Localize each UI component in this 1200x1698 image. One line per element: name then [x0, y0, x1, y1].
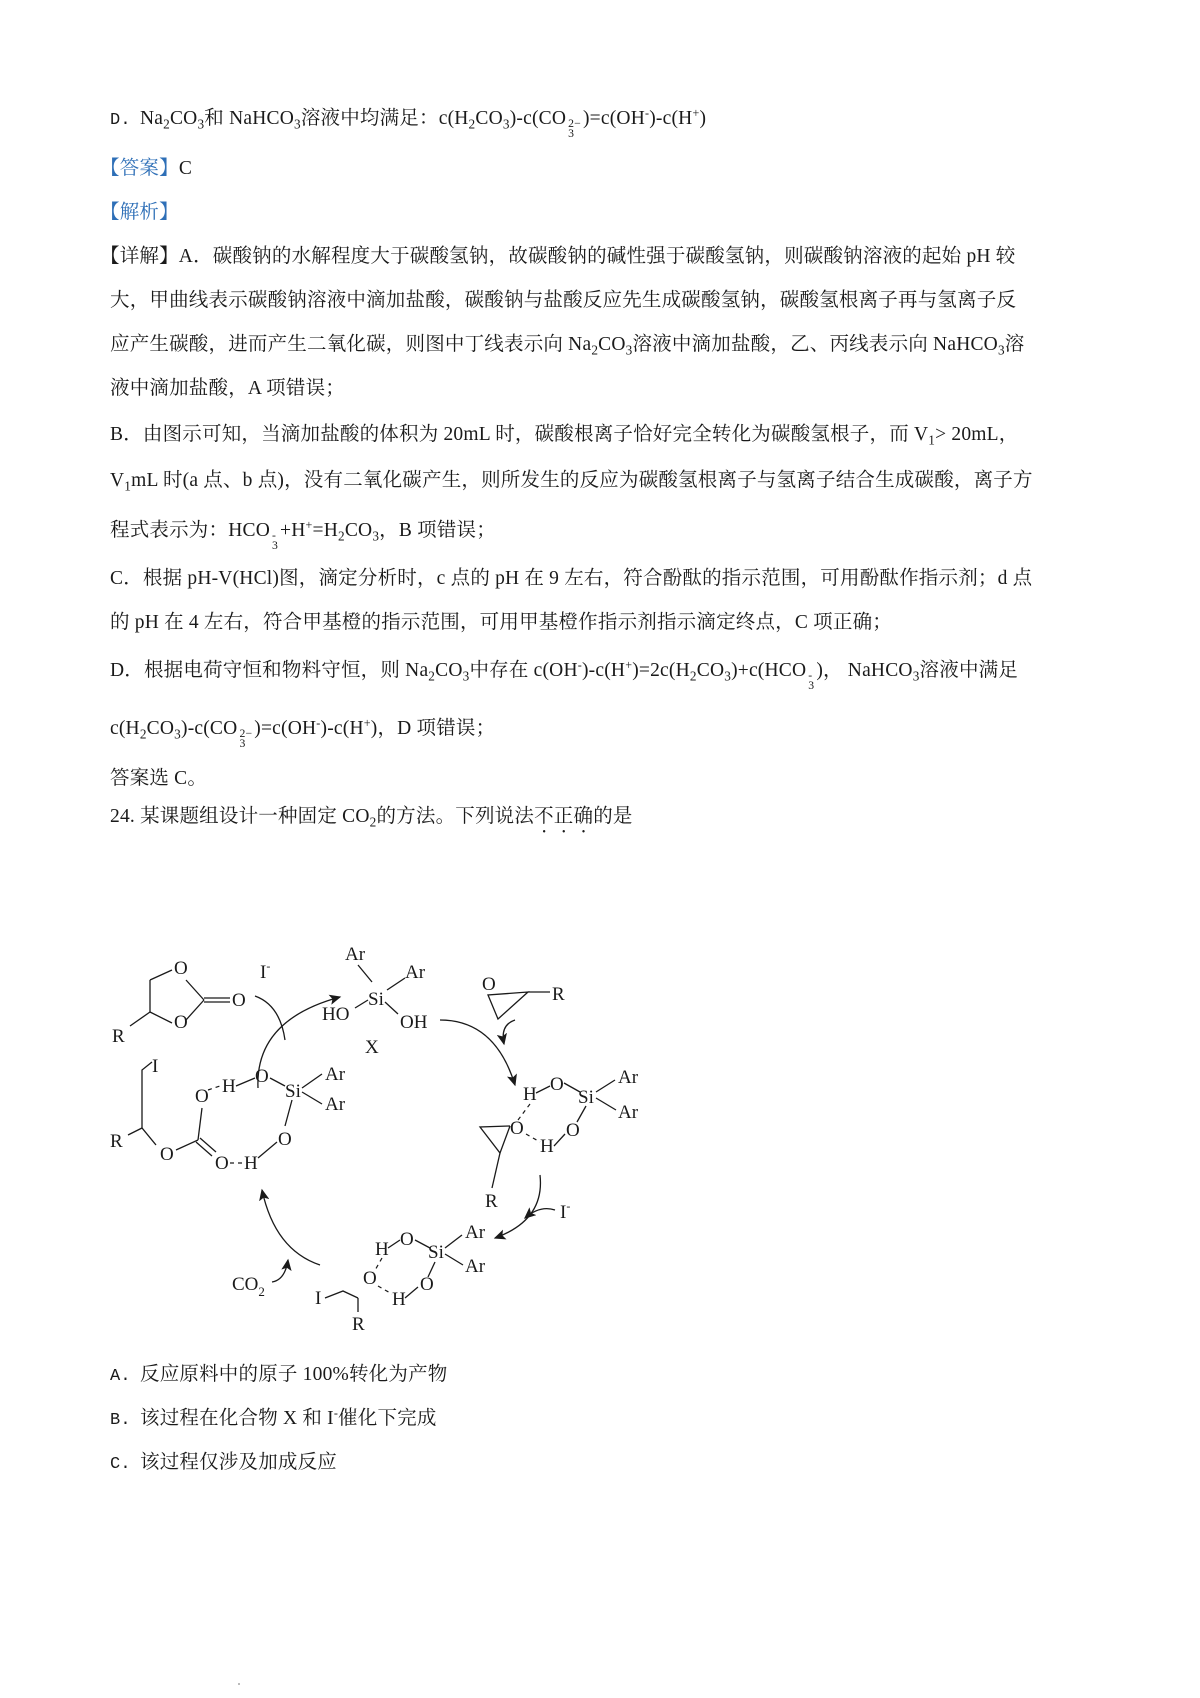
epoxide — [482, 974, 565, 1019]
atom-r: R — [110, 1131, 123, 1152]
option-label: A. — [110, 1367, 131, 1386]
text: CO — [696, 660, 725, 681]
atom-i: I — [315, 1288, 322, 1309]
subsup — [239, 726, 253, 750]
superscript: + — [363, 715, 371, 730]
hydroxyl-ho: HO — [322, 1004, 350, 1025]
atom-o: O — [174, 958, 188, 979]
atom-ar: Ar — [465, 1256, 486, 1277]
subscript: 2 — [369, 814, 377, 830]
subscript: 3 — [271, 538, 279, 552]
atom-r: R — [485, 1191, 498, 1212]
complex-carbonate-intermediate — [110, 1056, 346, 1174]
text: 溶液中滴加盐酸，乙、丙线表示向 NaHCO — [632, 334, 998, 355]
superscript: - — [808, 668, 813, 682]
subscript: 2 — [591, 342, 599, 358]
atom-ar: Ar — [325, 1064, 346, 1085]
atom-i: I — [152, 1056, 159, 1077]
option-text: 该过程仅涉及加成反应 — [140, 1452, 338, 1473]
atom-o: O — [215, 1153, 229, 1174]
complex-x-epoxide — [480, 1067, 639, 1212]
subsup — [271, 528, 279, 552]
superscript: - — [577, 657, 582, 672]
emphasized-text: 不正确 — [534, 806, 594, 827]
formula-text: 溶液中均满足：c(H — [300, 108, 469, 129]
iodide-label: I- — [560, 1199, 571, 1223]
subsup — [568, 116, 581, 140]
atom-o: O — [363, 1268, 377, 1289]
atom-r: R — [352, 1314, 365, 1330]
subscript: 2 — [428, 668, 436, 684]
question-24-stem — [110, 800, 633, 838]
subscript: 3 — [502, 116, 510, 132]
text: )=c(OH — [254, 718, 317, 739]
epoxide-in-arrow — [503, 1020, 515, 1044]
subsup — [808, 668, 815, 692]
q24-option-c[interactable] — [110, 1446, 337, 1474]
text: 应产生碳酸，进而产生二氧化碳，则图中丁线表示向 Na — [110, 334, 592, 355]
option-label: C. — [110, 1455, 131, 1474]
conclusion-line: 答案选 C。 — [110, 768, 208, 789]
atom-si: Si — [368, 989, 384, 1010]
detail-line-8: C．根据 pH-V(HCl)图，滴定分析时，c 点的 pH 在 9 左右，符合酚酞的指示范围，可用酚酞作指示剂；d 点 — [110, 568, 1033, 589]
co2-fixation-cycle-diagram — [100, 920, 700, 1330]
formula-text: CO — [475, 108, 503, 129]
subscript: 1 — [928, 432, 936, 448]
detail-line-4: 液中滴加盐酸，A 项错误； — [110, 378, 345, 399]
compound-x — [322, 944, 428, 1058]
text: c(H — [110, 718, 140, 739]
text: )-c(CO — [181, 718, 238, 739]
option-text: 催化下完成 — [338, 1408, 437, 1429]
atom-h: H — [540, 1136, 554, 1157]
atom-o: O — [566, 1120, 580, 1141]
text: D．根据电荷守恒和物料守恒，则 Na — [110, 660, 429, 681]
atom-o: O — [174, 1012, 188, 1033]
answer-tag: 【答案】 — [100, 158, 179, 179]
atom-o: O — [510, 1118, 524, 1139]
release-arrow — [255, 996, 285, 1040]
formula-text: CO — [169, 108, 198, 129]
atom-o: O — [160, 1144, 174, 1165]
atom-h: H — [375, 1239, 389, 1260]
hydroxyl-oh: OH — [400, 1012, 428, 1033]
atom-o: O — [400, 1229, 414, 1250]
text: ，B 项错误； — [379, 520, 496, 541]
atom-r: R — [552, 984, 565, 1005]
subscript: 3 — [912, 668, 920, 684]
atom-ar: Ar — [618, 1102, 639, 1123]
iodide-label: I- — [260, 959, 271, 983]
subscript: 3 — [462, 668, 470, 684]
subscript: 2 — [689, 668, 697, 684]
answer-value: C — [178, 158, 193, 179]
atom-si: Si — [285, 1081, 301, 1102]
subscript: 3 — [293, 116, 301, 132]
atom-h: H — [392, 1289, 406, 1310]
question-number: 24. — [110, 806, 135, 827]
subscript: 3 — [568, 126, 575, 140]
q24-option-b[interactable] — [110, 1402, 437, 1430]
atom-o: O — [420, 1274, 434, 1295]
superscript: - — [645, 105, 650, 120]
atom-o: O — [482, 974, 496, 995]
atom-o: O — [550, 1074, 564, 1095]
detail-line-3 — [110, 328, 1025, 359]
detail-line-2: 大，甲曲线表示碳酸钠溶液中滴加盐酸，碳酸钠与盐酸反应先生成碳酸氢钠，碳酸氢根离子再与氢离子反 — [110, 290, 1017, 311]
superscript: 2− — [568, 116, 581, 130]
text: =H — [312, 520, 339, 541]
detail-line-7 — [110, 514, 496, 551]
atom-o: O — [278, 1129, 292, 1150]
option-label: D. — [110, 111, 131, 130]
text: 程式表示为：HCO — [110, 520, 270, 541]
atom-ar: Ar — [618, 1067, 639, 1088]
atom-ar: Ar — [345, 944, 366, 965]
superscript: - — [271, 528, 277, 542]
cycle-arrow-to-complex3 — [262, 1190, 320, 1265]
cycle-arrow-to-complex2 — [495, 1175, 540, 1238]
formula-text: Na — [140, 108, 164, 129]
detail-line-5 — [110, 418, 1018, 449]
text: 某课题组设计一种固定 CO — [140, 806, 370, 827]
subscript: 1 — [124, 478, 132, 494]
subscript: 3 — [724, 668, 732, 684]
text: > 20mL， — [935, 424, 1019, 445]
subscript: 3 — [625, 342, 633, 358]
atom-h: H — [523, 1084, 537, 1105]
prev-option-d — [110, 102, 706, 139]
formula-text: ) — [699, 108, 707, 129]
superscript: 2− — [239, 726, 253, 740]
text: CO — [435, 660, 463, 681]
formula-text: 和 NaHCO — [204, 108, 294, 129]
superscript: - — [316, 715, 321, 730]
superscript: + — [692, 105, 700, 120]
cyclic-carbonate — [112, 958, 246, 1047]
subscript: 2 — [468, 116, 476, 132]
atom-o: O — [195, 1086, 209, 1107]
atom-h: H — [244, 1153, 258, 1174]
text: )，D 项错误； — [370, 718, 496, 739]
q24-option-a[interactable] — [110, 1358, 447, 1386]
subscript: 2 — [163, 116, 170, 132]
subscript: 3 — [239, 736, 246, 750]
co2-label: $CO_2$ — [232, 1274, 265, 1299]
subscript: 3 — [174, 726, 181, 742]
text: )-c(H — [320, 718, 364, 739]
detail-line-10 — [110, 654, 1018, 691]
compound-x-label: X — [365, 1037, 379, 1058]
superscript: + — [625, 657, 633, 672]
option-text: 反应原料中的原子 100%转化为产物 — [140, 1364, 448, 1385]
option-text: 该过程在化合物 X 和 I — [140, 1408, 334, 1429]
text: )=2c(H — [632, 660, 690, 681]
text: B．由图示可知，当滴加盐酸的体积为 20mL 时，碳酸根离子恰好完全转化为碳酸氢根子，而 V — [110, 424, 929, 445]
atom-si: Si — [428, 1242, 444, 1263]
analysis-line — [100, 196, 179, 224]
text: +H — [280, 520, 306, 541]
text: )， NaHCO — [816, 660, 913, 681]
text: 中存在 c(OH — [469, 660, 578, 681]
atom-r: R — [112, 1026, 125, 1047]
atom-h: H — [222, 1076, 236, 1097]
text: )-c(H — [581, 660, 626, 681]
detail-line-11 — [110, 712, 495, 749]
text: V — [110, 470, 125, 491]
atom-o: O — [232, 990, 246, 1011]
subscript: 3 — [372, 528, 380, 544]
text: )+c(HCO — [731, 660, 807, 681]
page-footer-mark — [238, 1683, 240, 1685]
subscript: 2 — [338, 528, 345, 544]
answer-line — [100, 152, 192, 180]
text: CO — [598, 334, 626, 355]
subscript: 2 — [139, 726, 147, 742]
subscript: 3 — [197, 116, 205, 132]
detail-line-9: 的 pH 在 4 左右，符合甲基橙的指示范围，可用甲基橙作指示剂指示滴定终点，C 项正确； — [110, 612, 892, 633]
co2-in-arrow — [272, 1260, 288, 1282]
text: 溶 — [1004, 334, 1025, 355]
atom-ar: Ar — [405, 962, 426, 983]
atom-ar: Ar — [465, 1222, 486, 1243]
formula-text: )-c(H — [649, 108, 693, 129]
text: 的方法。下列说法 — [376, 806, 535, 827]
atom-ar: Ar — [325, 1094, 346, 1115]
superscript: + — [305, 517, 313, 532]
detail-line-1: 【详解】A．碳酸钠的水解程度大于碳酸氢钠，故碳酸钠的碱性强于碳酸氢钠，则碳酸钠溶液的起始 pH 较 — [100, 246, 1016, 267]
formula-text: )-c(CO — [509, 108, 567, 129]
subscript: 3 — [997, 342, 1005, 358]
superscript: - — [333, 1405, 339, 1420]
subscript: 3 — [808, 678, 815, 692]
text: CO — [344, 520, 373, 541]
text: mL 时(a 点、b 点)，没有二氧化碳产生，则所发生的反应为碳酸氢根离子与氢离子结合生成碳酸，离子方 — [131, 470, 1033, 491]
text: 溶液中满足 — [919, 660, 1019, 681]
option-label: B. — [110, 1411, 131, 1430]
formula-text: )=c(OH — [582, 108, 645, 129]
complex-ring-opened — [315, 1222, 486, 1330]
text: 的是 — [593, 806, 633, 827]
detail-line-6 — [110, 464, 1033, 495]
analysis-tag: 【解析】 — [100, 202, 179, 223]
atom-o: O — [255, 1066, 269, 1087]
text: CO — [146, 718, 175, 739]
atom-si: Si — [578, 1087, 594, 1108]
